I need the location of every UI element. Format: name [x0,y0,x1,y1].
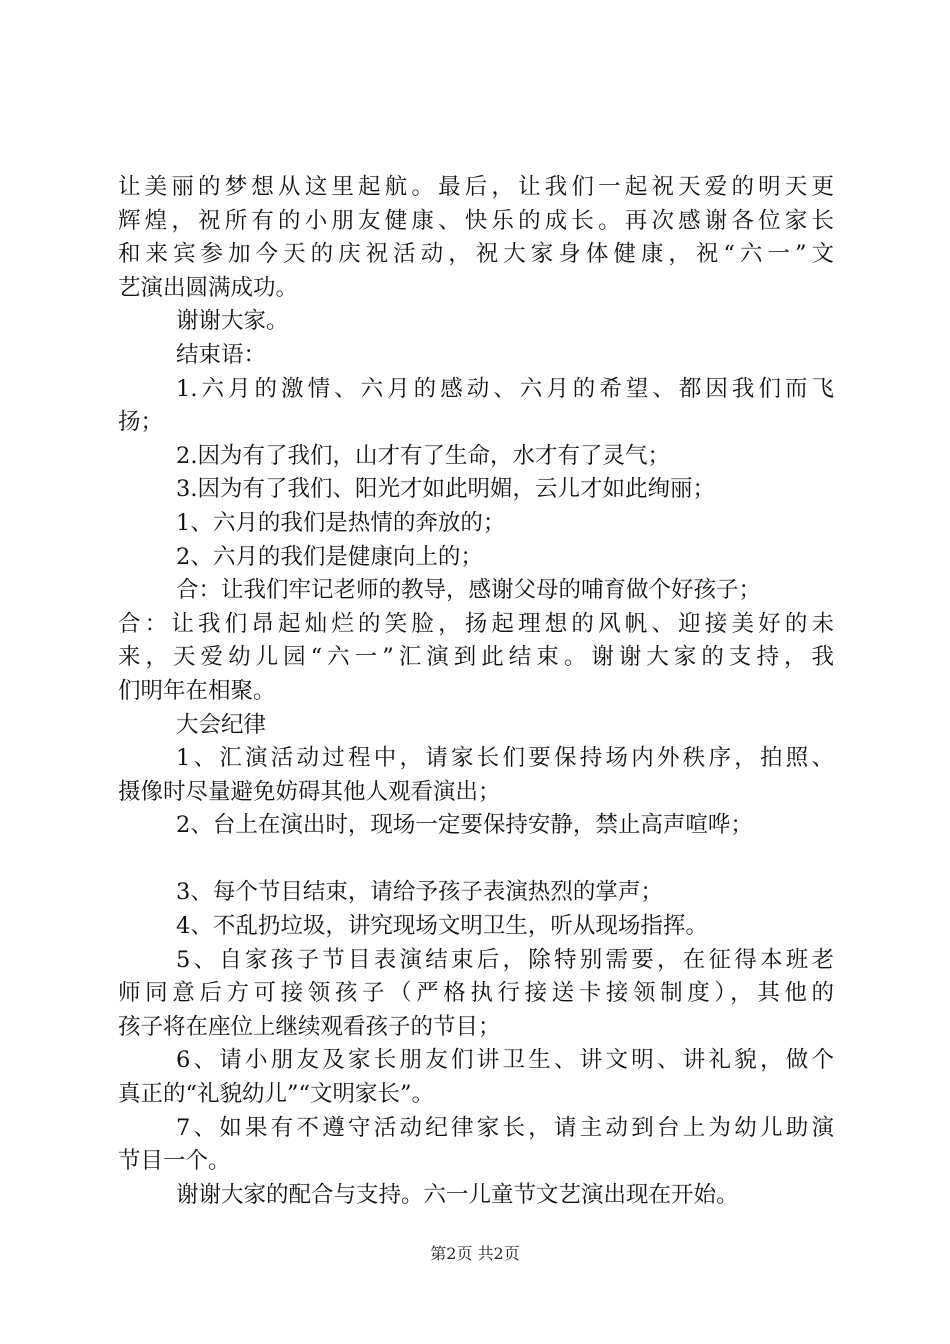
text-line: 扬； [118,409,164,436]
text-line: 艺演出圆满成功。 [118,274,299,301]
text-line: 6、请小朋友及家长朋友们讲卫生、讲文明、讲礼貌，做个 [176,1047,834,1074]
text-line: 合：让我们昂起灿烂的笑脸，扬起理想的风帆、迎接美好的未 [118,610,834,637]
text-line: 5、自家孩子节目表演结束后，除特别需要，在征得本班老 [176,946,834,973]
text-line: 2.因为有了我们，山才有了生命，水才有了灵气； [176,442,670,469]
text-line: 谢谢大家。 [176,308,289,335]
text-line: 们明年在相聚。 [118,677,276,704]
text-line: 2、台上在演出时，现场一定要保持安静，禁止高声喧哗； [176,812,753,839]
text-line: 1.六月的激情、六月的感动、六月的希望、都因我们而飞 [176,375,834,402]
text-line: 摄像时尽量避免妨碍其他人观看演出； [118,778,501,805]
text-line: 1、六月的我们是热情的奔放的； [176,509,506,536]
section-heading: 大会纪律 [176,711,267,738]
text-line: 合：让我们牢记老师的教导，感谢父母的哺育做个好孩子； [176,577,762,604]
text-line: 真正的“礼貌幼儿”“文明家长”。 [118,1081,435,1108]
text-line: 结束语： [176,341,267,368]
text-line: 4、不乱扔垃圾，讲究现场文明卫生，听从现场指挥。 [176,913,708,940]
text-line: 来，天爱幼儿园“六一”汇演到此结束。谢谢大家的支持，我 [118,644,834,671]
text-line: 3.因为有了我们、阳光才如此明媚，云儿才如此绚丽； [176,476,715,503]
text-line: 节目一个。 [118,1148,231,1175]
text-line: 7、如果有不遵守活动纪律家长，请主动到台上为幼儿助演 [176,1114,834,1141]
page-footer: 第2页 共2页 [430,1244,520,1263]
blank-line [118,843,834,877]
text-line: 谢谢大家的配合与支持。六一儿童节文艺演出现在开始。 [176,1181,739,1208]
text-line: 2、六月的我们是健康向上的； [176,543,483,570]
text-line: 孩子将在座位上继续观看孩子的节目； [118,1013,501,1040]
text-line: 1、汇演活动过程中，请家长们要保持场内外秩序，拍照、 [176,745,834,772]
text-line: 师同意后方可接领孩子（严格执行接送卡接领制度），其他的 [118,980,834,1007]
text-line: 3、每个节目结束，请给予孩子表演热烈的掌声； [176,879,663,906]
text-line: 和来宾参加今天的庆祝活动，祝大家身体健康，祝“六一”文 [118,241,834,268]
text-line: 辉煌，祝所有的小朋友健康、快乐的成长。再次感谢各位家长 [118,207,834,234]
document-body [118,171,834,1212]
text-line: 让美丽的梦想从这里起航。最后，让我们一起祝天爱的明天更 [118,174,834,200]
